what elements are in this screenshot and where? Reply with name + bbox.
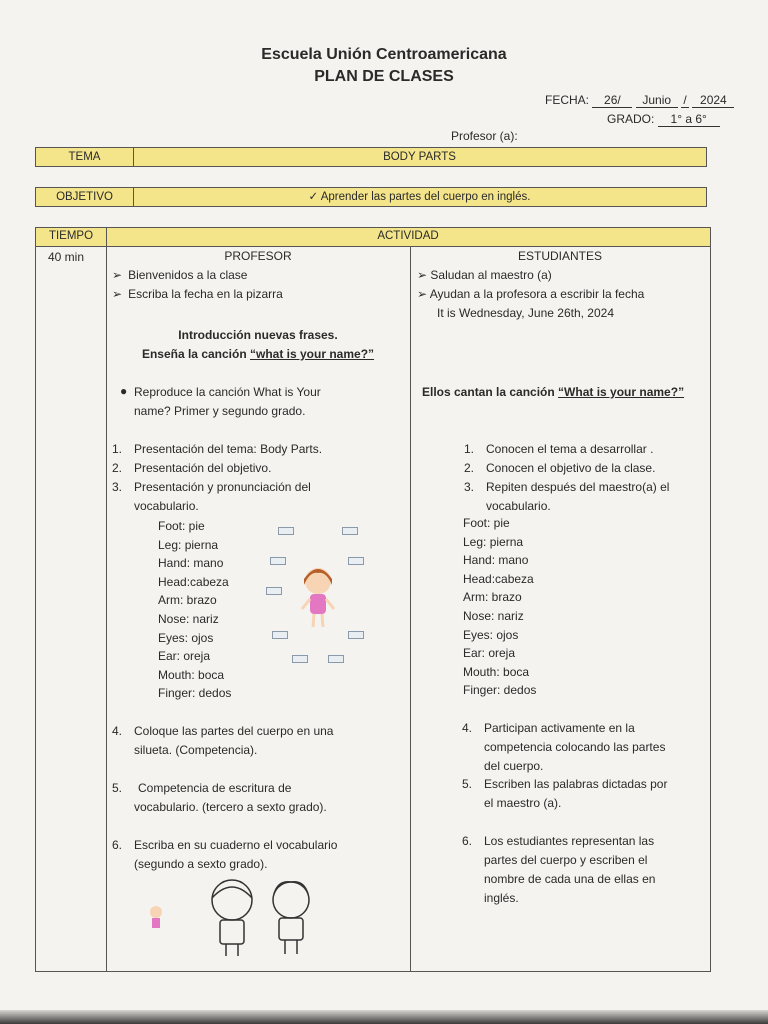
item-text: Escriben las palabras dictadas por	[484, 777, 668, 791]
objetivo-value: ✓ Aprender las partes del cuerpo en inglés.	[308, 191, 531, 203]
vocab-item: Ear: oreja	[463, 646, 516, 661]
profesor-label: Profesor (a):	[451, 129, 518, 143]
list-item: 3. Presentación y pronunciación del	[112, 480, 311, 494]
vocab-item: Nose: nariz	[158, 611, 219, 626]
vocab-item: Foot: pie	[158, 519, 205, 533]
tiempo-header: TIEMPO	[48, 230, 94, 242]
grado-line	[607, 112, 720, 127]
list-item: ➢ Escriba la fecha en la pizarra	[112, 285, 283, 304]
item-text: Presentación y pronunciación del	[134, 480, 311, 494]
tema-value: BODY PARTS	[383, 151, 456, 163]
list-item: 1. Conocen el tema a desarrollar .	[464, 442, 654, 456]
item-text: nombre de cada una de ellas en	[484, 872, 656, 886]
intro-text: Enseña la canción	[141, 347, 250, 361]
item-text: vocabulario. (tercero a sexto grado).	[134, 800, 327, 814]
item-text: vocabulario.	[486, 499, 551, 513]
item-text: partes del cuerpo y escriben el	[484, 853, 648, 867]
vocab-item: Mouth: boca	[158, 667, 225, 682]
grado-value: 1° a 6°	[658, 112, 720, 127]
vocab-item: Hand: mano	[158, 556, 224, 571]
dot-bullet-icon: ●	[120, 384, 128, 398]
vocab-item: Foot: pie	[463, 516, 510, 530]
item-text: competencia colocando las partes	[484, 740, 666, 754]
objetivo-row	[35, 187, 707, 207]
body-parts-illustration	[264, 523, 372, 668]
estudiantes-song	[422, 383, 684, 402]
vocab-item: Eyes: ojos	[463, 627, 519, 642]
vocab-item: Head:cabeza	[463, 571, 534, 586]
item-text: inglés.	[484, 891, 519, 905]
vocab-item: Nose: nariz	[463, 608, 524, 623]
vocab-item: Ear: oreja	[158, 649, 211, 664]
song-title: “What is your name?”	[558, 385, 685, 399]
fecha-sep: /	[681, 93, 689, 108]
list-item: 1. Presentación del tema: Body Parts.	[112, 442, 323, 456]
list-item: 3. Repiten después del maestro(a) el	[464, 480, 670, 494]
song-line-2: name? Primer y segundo grado.	[134, 404, 306, 418]
item-text: del cuerpo.	[484, 759, 544, 773]
item-text: Conocen el tema a desarrollar .	[486, 442, 654, 456]
song-text: Ellos cantan la canción	[422, 385, 559, 399]
estudiantes-item-4: 4. Participan activamente en la competencia colocando las partes del cuerpo.	[484, 719, 665, 776]
item-text: Repiten después del maestro(a) el	[486, 480, 670, 494]
document-title: PLAN DE CLASES	[314, 68, 454, 85]
vocab-item: Head:cabeza	[158, 574, 229, 589]
item-text: silueta. (Competencia).	[134, 743, 258, 757]
vocab-item: Eyes: ojos	[158, 630, 214, 645]
item-text: Saludan al maestro (a)	[430, 268, 552, 282]
list-item: 2. Presentación del objetivo.	[112, 461, 272, 475]
intro-line-2	[106, 345, 410, 364]
fecha-day: 26/	[592, 93, 632, 108]
profesor-item-5: 5. Competencia de escritura de vocabulario. (tercero a sexto grado).	[134, 779, 327, 817]
item-text: Los estudiantes representan las	[484, 834, 655, 848]
fecha-line	[545, 93, 734, 108]
profesor-header: PROFESOR	[224, 249, 292, 263]
objetivo-label: OBJETIVO	[36, 188, 134, 206]
grado-label: GRADO:	[607, 112, 655, 126]
profesor-items	[112, 440, 323, 516]
vocab-item: Finger: dedos	[463, 683, 537, 698]
list-item	[417, 285, 644, 304]
profesor-item-6: 6. Escriba en su cuaderno el vocabulario (segundo a sexto grado).	[134, 836, 337, 874]
item-text: Participan activamente en la	[484, 721, 635, 735]
item-text: (segundo a sexto grado).	[134, 857, 268, 871]
estudiantes-item-6: 6. Los estudiantes representan las partes del cuerpo y escriben el nombre de cada una de ellas en inglés.	[484, 832, 655, 908]
actividad-header: ACTIVIDAD	[377, 230, 439, 242]
vocab-item: Arm: brazo	[158, 593, 217, 608]
item-text: vocabulario.	[134, 499, 199, 513]
estudiantes-header: ESTUDIANTES	[517, 249, 602, 263]
profesor-item-4: 4. Coloque las partes del cuerpo en una silueta. (Competencia).	[134, 722, 333, 760]
item-text: Presentación del objetivo.	[134, 461, 272, 475]
estudiantes-item-5: 5. Escriben las palabras dictadas por el maestro (a).	[484, 775, 667, 813]
item-text: Presentación del tema: Body Parts.	[134, 442, 323, 456]
fecha-label: FECHA:	[545, 93, 590, 107]
item-text: Conocen el objetivo de la clase.	[486, 461, 656, 475]
item-text: Ayudan a la profesora a escribir la fecha	[429, 287, 645, 301]
song-title: “what is your name?”	[250, 347, 375, 361]
date-line: It is Wednesday, June 26th, 2024	[437, 306, 615, 320]
arrow-bullet-icon: ➢	[417, 287, 428, 301]
vocab-item: Leg: pierna	[463, 534, 524, 549]
item-text: el maestro (a).	[484, 796, 562, 810]
fecha-month: Junio	[636, 93, 678, 108]
kids-illustration	[128, 876, 318, 961]
profesor-bullets	[112, 266, 283, 304]
song-bullet	[120, 383, 321, 421]
vocab-item: Leg: pierna	[158, 537, 219, 552]
estudiantes-items	[464, 440, 670, 516]
list-item: 2. Conocen el objetivo de la clase.	[464, 461, 656, 475]
item-text: Escriba en su cuaderno el vocabulario	[134, 838, 338, 852]
estudiantes-vocab	[463, 514, 536, 700]
vocab-item: Hand: mano	[463, 553, 529, 568]
list-item: ➢ Bienvenidos a la clase	[112, 266, 283, 285]
item-text: Competencia de escritura de	[138, 781, 292, 795]
page-edge-shadow	[0, 1010, 768, 1024]
estudiantes-bullets	[417, 266, 644, 323]
item-text: Coloque las partes del cuerpo en una	[134, 724, 334, 738]
vocab-item: Finger: dedos	[158, 686, 232, 701]
arrow-bullet-icon: ➢	[417, 268, 428, 282]
table-header	[36, 228, 710, 247]
fecha-year: 2024	[692, 93, 734, 108]
school-name: Escuela Unión Centroamericana	[261, 46, 507, 63]
tiempo-value: 40 min	[48, 250, 85, 264]
intro-line-1: Introducción nuevas frases.	[178, 328, 338, 342]
tema-label: TEMA	[36, 148, 134, 166]
col-divider-2	[410, 246, 411, 971]
vocab-item: Mouth: boca	[463, 664, 530, 679]
tema-row	[35, 147, 707, 167]
activity-table	[35, 227, 711, 972]
profesor-vocab	[158, 517, 231, 703]
list-item	[417, 266, 644, 285]
vocab-item: Arm: brazo	[463, 590, 522, 605]
song-line-1: Reproduce la canción What is Your	[134, 385, 321, 399]
